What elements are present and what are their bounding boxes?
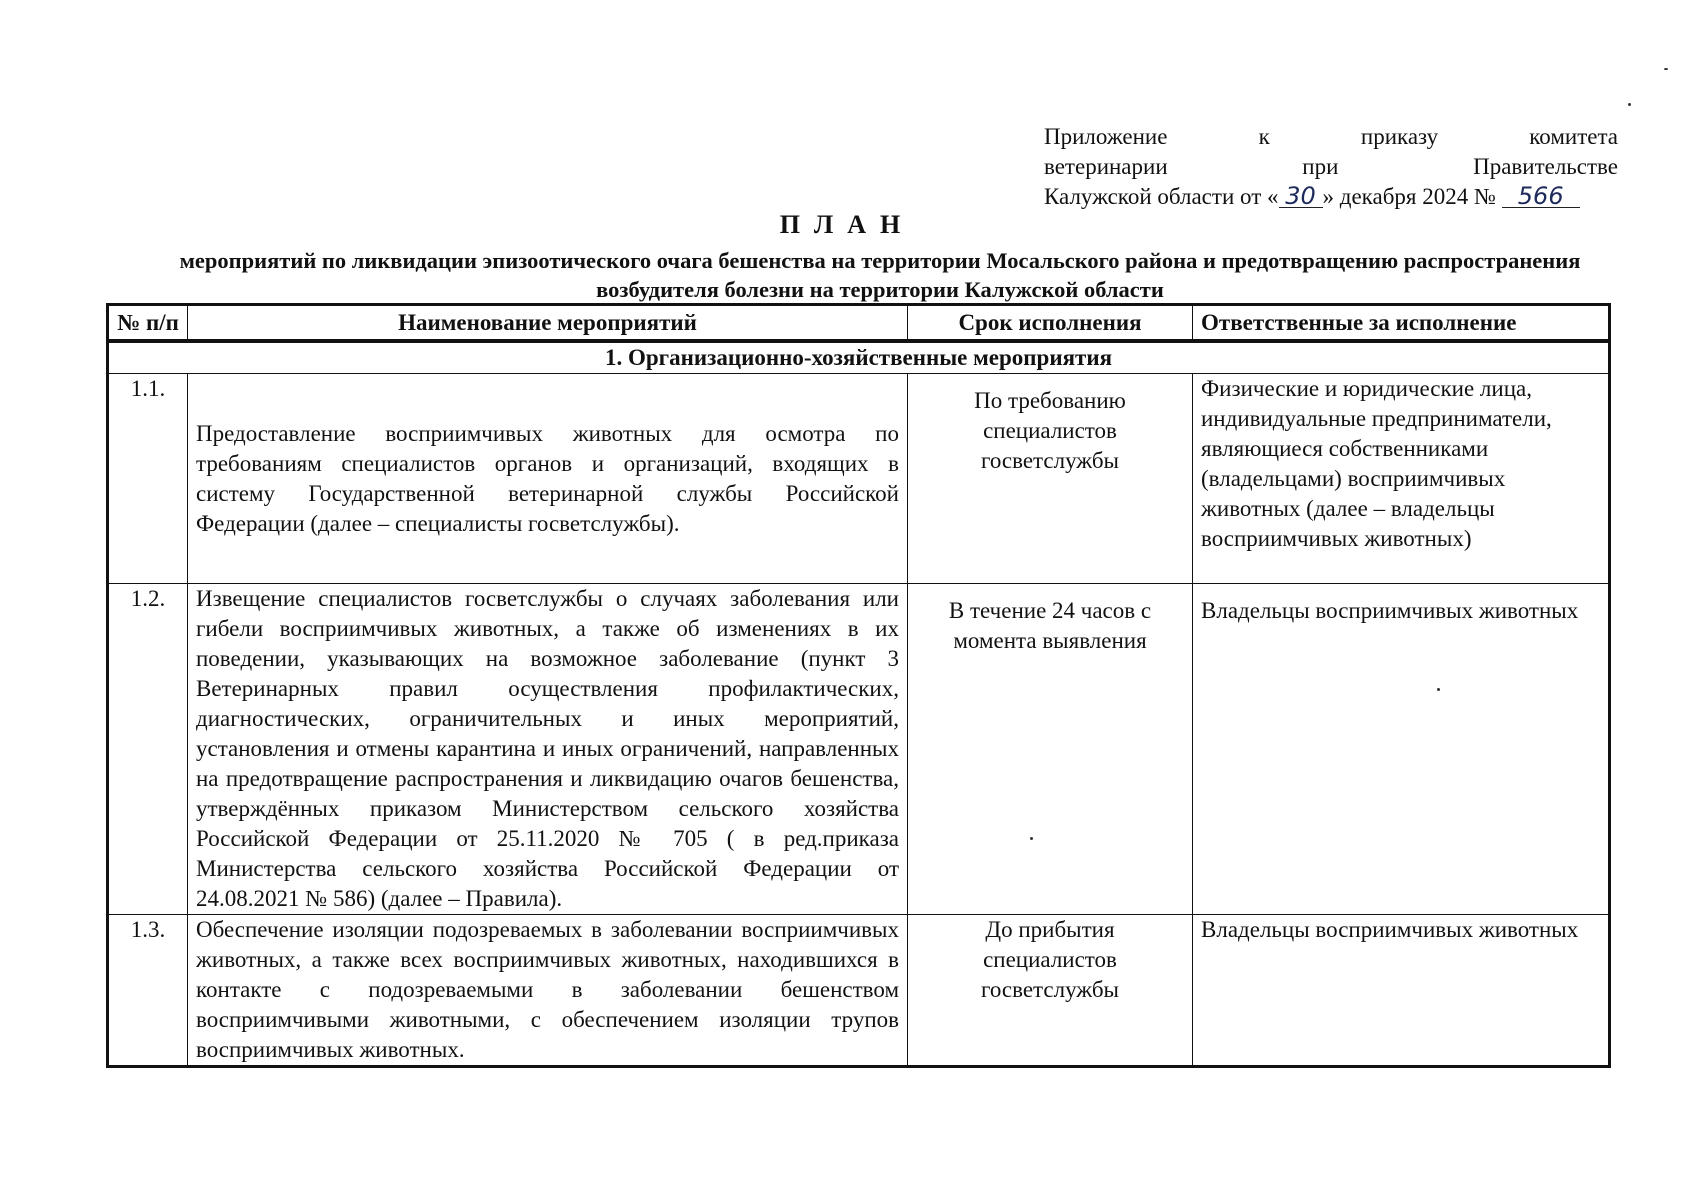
row-responsible: Физические и юридические лица, индивидуальные предприниматели, являющиеся собственниками (владельцами) восприимчивых животных (далее – владельцы восприимчивых животных) bbox=[1193, 374, 1610, 584]
table-row bbox=[108, 584, 1610, 915]
scan-speck bbox=[1628, 103, 1631, 106]
section-title: 1. Организационно-хозяйственные мероприятия bbox=[108, 341, 1610, 374]
header-name: Наименование мероприятий bbox=[188, 305, 908, 342]
table-header-row bbox=[108, 305, 1610, 342]
row-name: Обеспечение изоляции подозреваемых в заболевании восприимчивых животных, а также всех восприимчивых животных, находившихся в контакте с подозреваемыми в заболевании бешенством восприимчивыми животными, с обеспечением изоляции трупов восприимчивых животных. bbox=[188, 915, 908, 1067]
scan-speck bbox=[1664, 68, 1668, 70]
appendix-line-3 bbox=[1044, 182, 1618, 212]
row-term: До прибытия специалистов госветслужбы bbox=[908, 915, 1193, 1067]
handwritten-date-day: 30 bbox=[1279, 185, 1323, 208]
appendix-line-3-middle: » декабря 2024 № bbox=[1322, 184, 1496, 209]
row-num: 1.3. bbox=[108, 915, 188, 1067]
row-name: Предоставление восприимчивых животных для осмотра по требованиям специалистов органов и организаций, входящих в систему Государственной ветеринарной службы Российской Федерации (далее – специалисты госветслужбы). bbox=[188, 374, 908, 584]
scan-speck bbox=[1030, 837, 1033, 840]
scan-speck bbox=[1437, 688, 1440, 691]
header-num: № п/п bbox=[108, 305, 188, 342]
handwritten-order-number: 566 bbox=[1502, 185, 1580, 208]
row-name: Извещение специалистов госветслужбы о случаях заболевания или гибели восприимчивых животных, а также об изменениях в их поведении, указывающих на возможное заболевание (пункт 3 Ветеринарных правил осуществления профилактических, диагностических, ограничительных и иных мероприятий, установления и отмены карантина и иных ограничений, направленных на предотвращение распространения и ликвидацию очагов бешенства, утверждённых приказом Министерством сельского хозяйства Российской Федерации от 25.11.2020 № 705 ( в ред.приказа Министерства сельского хозяйства Российской Федерации от 24.08.2021 № 586) (далее – Правила). bbox=[188, 584, 908, 915]
row-num: 1.1. bbox=[108, 374, 188, 584]
plan-subtitle: мероприятий по ликвидации эпизоотического очага бешенства на территории Мосальского района и предотвращению распространения возбудителя болезни на территории Калужской области bbox=[179, 248, 1581, 302]
header-term: Срок исполнения bbox=[908, 305, 1193, 342]
appendix-line-3-prefix: Калужской области от « bbox=[1044, 184, 1279, 209]
row-term: В течение 24 часов с момента выявления bbox=[908, 584, 1193, 915]
table-row bbox=[108, 374, 1610, 584]
plan-table bbox=[106, 303, 1611, 1068]
appendix-line-1: Приложение к приказу комитета bbox=[1044, 124, 1618, 149]
row-num: 1.2. bbox=[108, 584, 188, 915]
table-row bbox=[108, 915, 1610, 1067]
row-term: По требованию специалистов госветслужбы bbox=[908, 374, 1193, 584]
appendix-line-2: ветеринарии при Правительстве bbox=[1044, 154, 1618, 179]
header-responsible: Ответственные за исполнение bbox=[1193, 305, 1610, 342]
plan-title: ПЛАН bbox=[779, 210, 915, 239]
section-row bbox=[108, 341, 1610, 374]
row-responsible: Владельцы восприимчивых животных bbox=[1193, 584, 1610, 915]
row-responsible: Владельцы восприимчивых животных bbox=[1193, 915, 1610, 1067]
appendix-block bbox=[1044, 122, 1618, 212]
